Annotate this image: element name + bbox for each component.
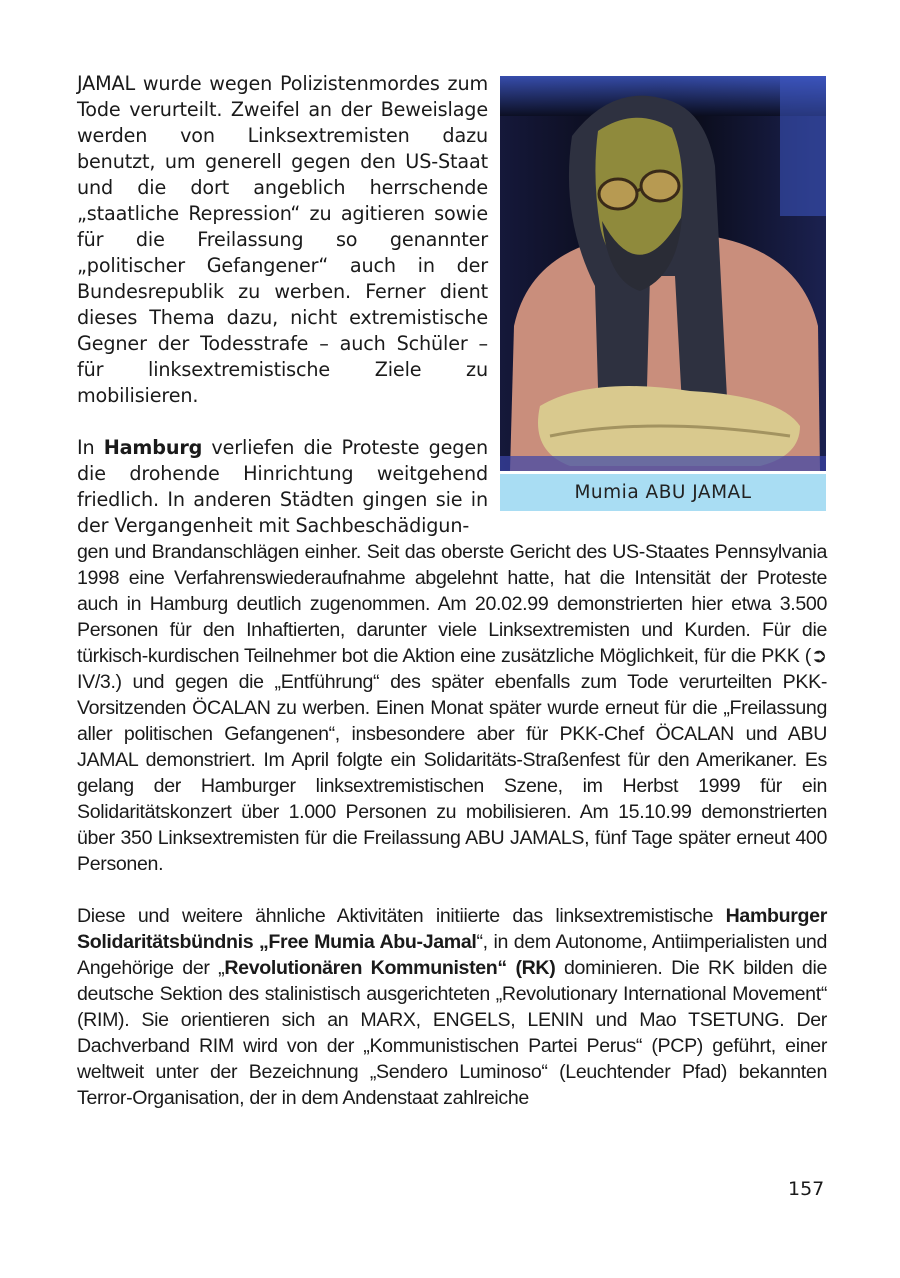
text-run: gen und Brandanschlägen einher. Seit das oberste Gericht des US-Staates Pennsylvania 1998 eine Verfahrenswiederaufnahme abgelehnt hatte, hat die Intensität der Proteste auch in Hamburg deutlich zugenommen. Am 20.02.99 demonstrierten hier etwa 3.500 Personen für den Inhaftierten, darunter viele Linksextremisten und Kurden. Für die türkisch-kurdischen Teilnehmer bot die Aktion eine zusätzliche Möglichkeit, für die PKK (: [77, 541, 827, 667]
paragraph: [77, 435, 488, 539]
portrait-photo: [500, 76, 826, 471]
page-number: 157: [788, 1178, 825, 1200]
text-run: “, in dem Autonome, Antiimperialisten und Angehörige der „: [77, 931, 827, 979]
text-run: verliefen die Proteste gegen die drohende Hinrichtung weitgehend friedlich. In anderen Städten gingen sie in der Vergangenheit mit Sachbeschädigun-: [77, 436, 488, 537]
text-run: IV/3.) und gegen die „Entführung“ des später ebenfalls zum Tode verurteilten PKK-Vorsitzenden ÖCALAN zu werben. Einen Monat später wurde erneut für die „Freilassung aller politischen Gefangenen“, insbesondere aber für PKK-Chef ÖCALAN und ABU JAMAL demonstriert. Im April folgte ein Solidaritäts-Straßenfest für den Amerikaner. Es gelang der Hamburger linksextremistischen Szene, im Herbst 1999 für ein Solidaritätskonzert über 1.000 Personen zu mobilisieren. Am 15.10.99 demonstrierten über 350 Linksextremisten für die Freilassung ABU JAMALS, fünf Tage später erneut 400 Personen.: [77, 671, 827, 875]
wide-column: [77, 539, 827, 1111]
text-run: dominieren. Die RK bilden die deutsche Sektion des stalinistisch ausgerichteten „Revolutionary International Movement“ (RIM). Sie orientieren sich an MARX, ENGELS, LENIN und Mao TSETUNG. Der Dachverband RIM wird von der „Kommunistischen Partei Perus“ (PCP) geführt, einer weltweit unter der Bezeichnung „Sendero Luminoso“ (Leuchtender Pfad) bekannten Terror-Organisation, der in dem Andenstaat zahlreiche: [77, 957, 827, 1109]
paragraph: [77, 71, 488, 409]
text-run: In: [77, 436, 104, 459]
bold-text: Hamburger Solidaritätsbündnis „Free Mumia Abu-Jamal: [77, 905, 827, 953]
text-run: Diese und weitere ähnliche Aktivitäten initiierte das linksextremistische: [77, 905, 726, 927]
figure: [500, 76, 826, 511]
bold-text: Revolutionären Kommunisten“ (RK): [224, 957, 556, 979]
figure-caption: Mumia ABU JAMAL: [500, 474, 826, 511]
bold-text: Hamburg: [103, 436, 203, 459]
paragraph: [77, 903, 827, 1111]
paragraph: [77, 539, 827, 877]
text-run: JAMAL wurde wegen Polizistenmordes zum Tode verurteilt. Zweifel an der Beweislage werden von Linksextremisten dazu benutzt, um generell gegen den US-Staat und die dort angeblich herrschende „staatliche Repression“ zu agitieren sowie für die Freilassung so genannter „politischer Gefangener“ auch in der Bundesrepublik zu werben. Ferner dient dieses Thema dazu, nicht extremistische Gegner der Todesstrafe – auch Schüler – für linksextremistische Ziele zu mobilisieren.: [77, 72, 488, 407]
narrow-column: [77, 71, 488, 539]
cross-reference-arrow-icon: ➲: [810, 645, 827, 667]
